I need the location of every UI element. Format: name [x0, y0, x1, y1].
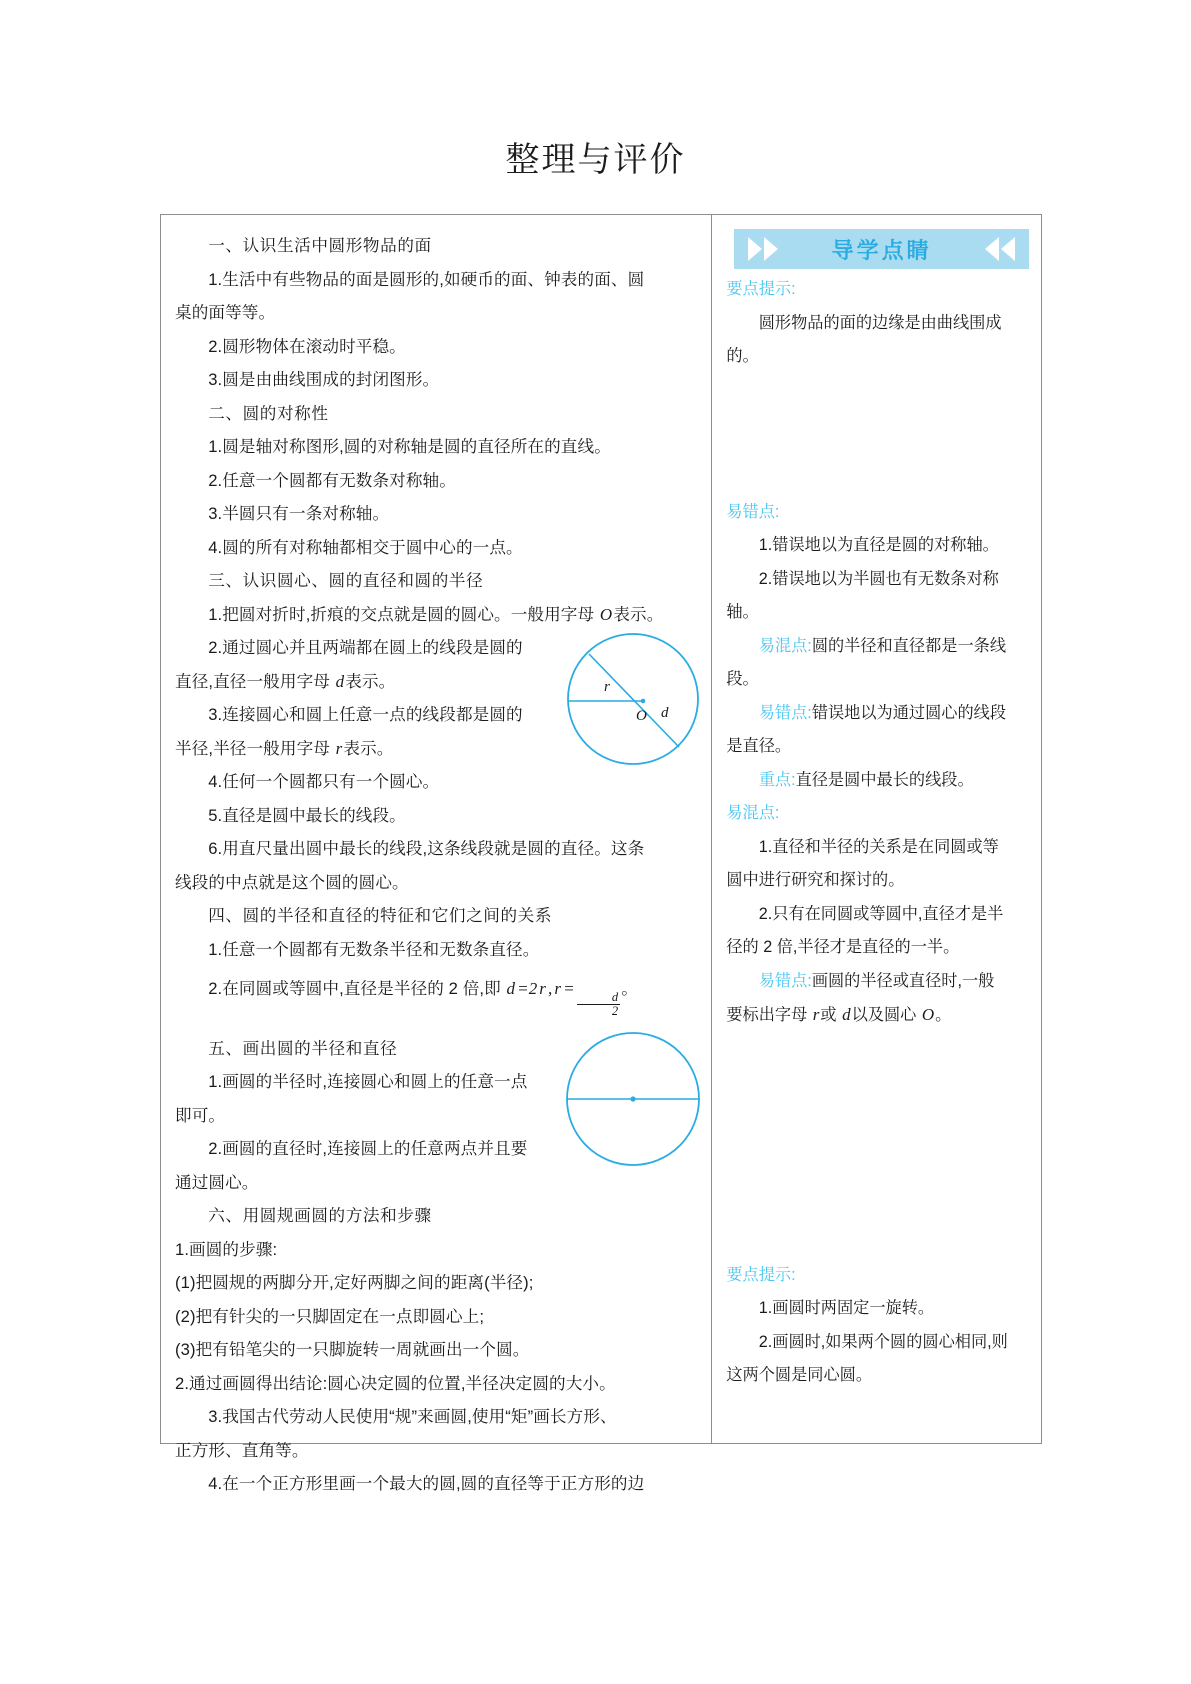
sidebar-line: 轴。	[726, 603, 759, 621]
text-part: 2.在同圆或等圆中,直径是半径的 2 倍,即	[208, 979, 506, 998]
comma: ,	[548, 979, 553, 998]
main-content-column	[161, 215, 712, 1494]
body-line: 1.生活中有些物品的面是圆形的,如硬币的面、钟表的面、圆	[208, 269, 645, 289]
body-line-diameter-a: 2.通过圆心并且两端都在圆上的线段是圆的	[208, 638, 523, 657]
fraction-numerator: d	[577, 991, 621, 1005]
variable-d: d	[335, 671, 345, 691]
text-part: 。	[621, 979, 638, 998]
tag-label: 要点提示:	[726, 280, 796, 298]
sidebar-line-variables	[726, 998, 1029, 1033]
section-heading-6: 六、用圆规画圆的方法和步骤	[208, 1206, 432, 1226]
body-line: 3.半圆只有一条对称轴。	[208, 504, 390, 523]
fraction-d-over-2	[576, 991, 622, 1018]
sidebar-line: 2.错误地以为半圆也有无数条对称	[758, 569, 999, 588]
label-d: d	[661, 705, 669, 721]
formula-line	[175, 972, 697, 1018]
body-line: 1.画圆的半径时,连接圆心和圆上的任意一点	[208, 1072, 528, 1092]
sidebar-line: 是直径。	[726, 737, 792, 755]
spacer	[726, 1033, 1029, 1259]
text-part: 以及圆心	[851, 1006, 921, 1024]
sidebar-tag	[726, 273, 1029, 307]
text-part: 1.把圆对折时,折痕的交点就是圆的圆心。一般用字母	[208, 604, 599, 624]
body-line: (2)把有针尖的一只脚固定在一点即圆心上;	[175, 1306, 485, 1326]
sidebar-line	[726, 965, 1029, 999]
body-line: 4.在一个正方形里画一个最大的圆,圆的直径等于正方形的边	[208, 1474, 645, 1494]
sidebar-line: 圆中进行研究和探讨的。	[726, 871, 905, 889]
sidebar-tag	[726, 1259, 1029, 1293]
body-line: 即可。	[175, 1105, 226, 1125]
variable-r: r	[812, 1005, 820, 1024]
sidebar-text: 错误地以为通过圆心的线段	[811, 703, 1007, 722]
variable-d: d	[506, 979, 516, 998]
text-part: 或	[820, 1006, 842, 1024]
chevron-right-icon	[764, 237, 778, 261]
variable-O: O	[599, 604, 613, 624]
body-line: 5.直径是圆中最长的线段。	[208, 805, 406, 825]
tag-label: 要点提示:	[726, 1265, 796, 1284]
figure-circle-diameter	[557, 1023, 709, 1175]
body-line: 正方形、直角等。	[175, 1440, 309, 1460]
sidebar-text: 圆的半径和直径都是一条线	[811, 636, 1007, 655]
text-part: 要标出字母	[726, 1006, 812, 1024]
sidebar-line: 径的 2 倍,半径才是直径的一半。	[726, 938, 960, 956]
section-heading-1: 一、认识生活中圆形物品的面	[208, 236, 432, 255]
variable-r: r	[539, 979, 547, 998]
text-part: 半径,半径一般用字母	[175, 738, 335, 758]
sidebar-line: 1.错误地以为直径是圆的对称轴。	[758, 536, 999, 554]
body-line: 1.画圆的步骤:	[175, 1239, 278, 1259]
sidebar-line: 段。	[726, 670, 759, 688]
body-line: 4.任何一个圆都只有一个圆心。	[208, 772, 440, 791]
body-line: (1)把圆规的两脚分开,定好两脚之间的距离(半径);	[175, 1273, 534, 1293]
body-line: 2.圆形物体在滚动时平稳。	[208, 336, 406, 356]
operator: =	[563, 979, 575, 998]
content-table	[160, 214, 1042, 1494]
text-part: 。	[935, 1006, 952, 1024]
sidebar-text: 画圆的半径或直径时,一般	[811, 971, 995, 990]
text-part: 表示。	[345, 671, 396, 691]
sidebar-line: 1.画圆时两固定一旋转。	[758, 1299, 935, 1317]
sidebar-line: 2.只有在同圆或等圆中,直径才是半	[758, 904, 1004, 923]
body-line: 3.圆是由曲线围成的封闭图形。	[208, 370, 440, 389]
page-title: 整理与评价	[505, 141, 686, 179]
sidebar-line: 1.直径和半径的关系是在同圆或等	[758, 837, 999, 856]
body-line: 4.圆的所有对称轴都相交于圆中心的一点。	[208, 537, 523, 557]
operator: =2	[517, 979, 538, 998]
sidebar-text: 直径是圆中最长的线段。	[795, 770, 974, 789]
chevron-right-icon	[748, 237, 762, 261]
variable-r: r	[554, 979, 562, 998]
sidebar-line	[726, 697, 1029, 731]
body-line: 2.通过画圆得出结论:圆心决定圆的位置,半径决定圆的大小。	[175, 1373, 616, 1393]
sidebar-column	[712, 215, 1041, 1443]
label-O: O	[636, 708, 648, 724]
sidebar-banner-title: 导学点睛	[831, 237, 932, 263]
text-part: 表示。	[613, 604, 664, 624]
body-line: 2.画圆的直径时,连接圆上的任意两点并且要	[208, 1139, 528, 1159]
body-line: 通过圆心。	[175, 1172, 259, 1192]
fraction-denominator: 2	[611, 1003, 619, 1018]
body-line: 3.我国古代劳动人民使用“规”来画圆,使用“矩”画长方形、	[208, 1407, 617, 1427]
label-r: r	[604, 679, 611, 695]
body-line: 1.任意一个圆都有无数条半径和无数条直径。	[208, 939, 540, 959]
body-line: 桌的面等等。	[175, 303, 276, 322]
chevron-left-icon	[985, 237, 999, 261]
tag-label: 易错点:	[758, 971, 812, 990]
spacer	[726, 374, 1029, 496]
sidebar-line: 2.画圆时,如果两个圆的圆心相同,则	[758, 1332, 1008, 1351]
sidebar-line	[726, 764, 1029, 798]
tag-label: 易错点:	[758, 703, 812, 722]
body-line: 6.用直尺量出圆中最长的线段,这条线段就是圆的直径。这条	[208, 839, 645, 858]
variable-O: O	[921, 1005, 935, 1024]
tag-label: 易错点:	[726, 502, 780, 521]
tag-label: 易混点:	[758, 636, 812, 655]
sidebar-line	[726, 630, 1029, 664]
body-line: 线段的中点就是这个圆的圆心。	[175, 872, 409, 892]
sidebar-line: 这两个圆是同心圆。	[726, 1366, 873, 1384]
tag-label: 易混点:	[726, 804, 780, 822]
section-heading-3: 三、认识圆心、圆的直径和圆的半径	[208, 571, 484, 590]
sidebar-banner	[734, 229, 1029, 269]
body-line-radius-a: 3.连接圆心和圆上任意一点的线段都是圆的	[208, 705, 523, 724]
sidebar-line: 的。	[726, 347, 759, 365]
sidebar-line: 圆形物品的面的边缘是由曲线围成	[758, 313, 1002, 332]
section-heading-5: 五、画出圆的半径和直径	[208, 1038, 398, 1058]
variable-r: r	[335, 738, 343, 758]
body-line: (3)把有铅笔尖的一只脚旋转一周就画出一个圆。	[175, 1340, 530, 1360]
tag-label: 重点:	[758, 770, 796, 789]
body-line: 2.任意一个圆都有无数条对称轴。	[208, 470, 456, 490]
variable-d: d	[842, 1005, 851, 1024]
sidebar-tag	[726, 496, 1029, 530]
chevron-left-icon	[1001, 237, 1015, 261]
sidebar-tag	[726, 797, 1029, 831]
body-line: 1.圆是轴对称图形,圆的对称轴是圆的直径所在的直线。	[208, 437, 611, 456]
section-heading-4: 四、圆的半径和直径的特征和它们之间的关系	[208, 906, 553, 925]
text-part: 表示。	[343, 738, 394, 758]
text-part: 直径,直径一般用字母	[175, 671, 335, 691]
section-heading-2: 二、圆的对称性	[208, 403, 329, 423]
figure-circle-radius-diameter	[557, 623, 709, 775]
